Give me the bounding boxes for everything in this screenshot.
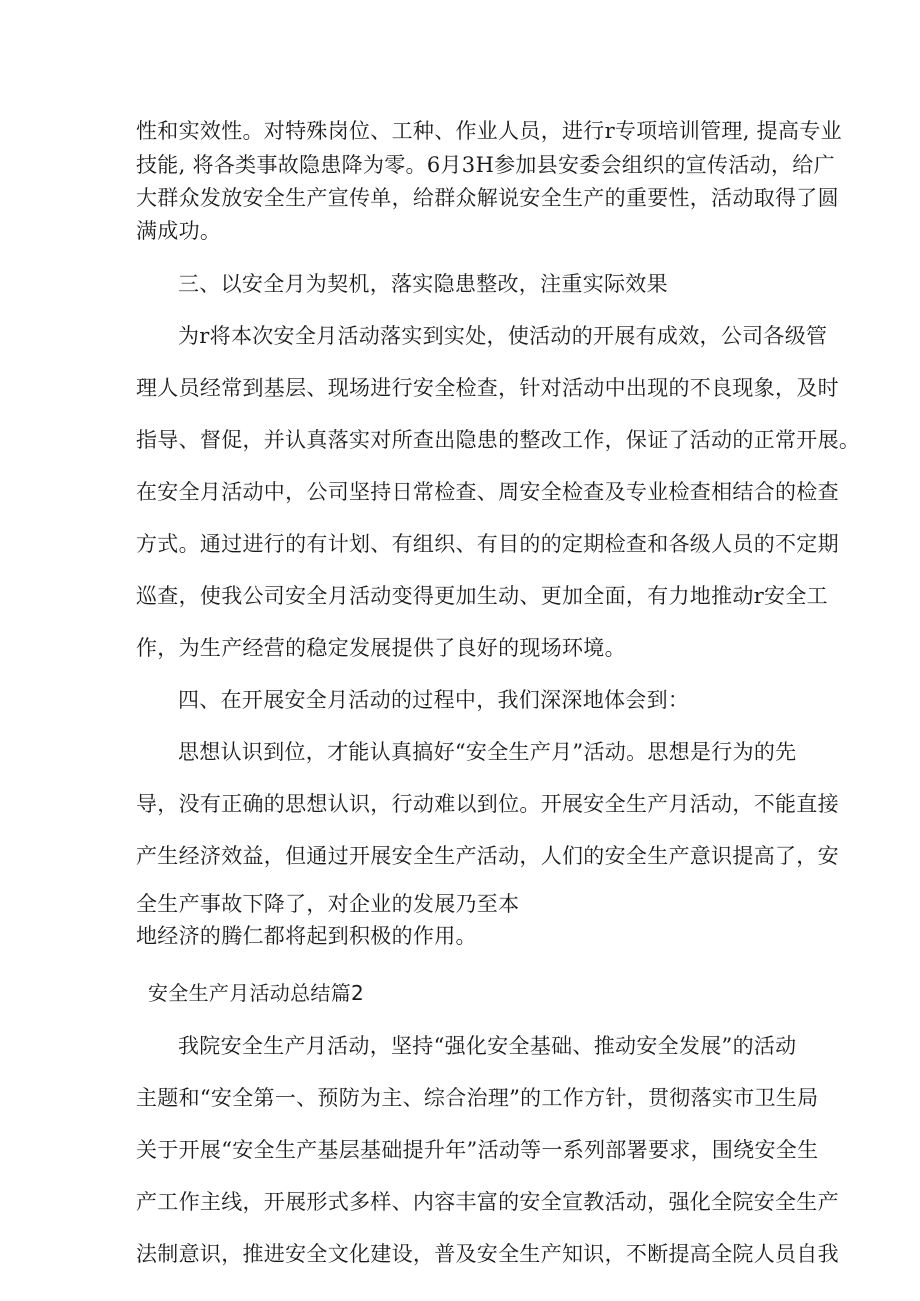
paragraph-line: 地经济的腾仁都将起到积极的作用。: [136, 924, 477, 948]
paragraph-line: 在安全月活动中，公司坚持日常检查、周安全检查及专业检查相结合的检查: [136, 480, 839, 504]
paragraph-line: 技能, 将各类事故隐患降为零。6月3H参加县安委会组织的宣传活动，给广: [136, 153, 835, 177]
paragraph-line: 作，为生产经营的稳定发展提供了良好的现场环境。: [136, 636, 626, 660]
paragraph-line: 全生产事故下降了，对企业的发展乃至本: [136, 892, 520, 916]
paragraph-line: 法制意识，推进安全文化建设，普及安全生产知识，不断提高全院人员自我: [136, 1242, 839, 1266]
paragraph-line: 指导、督促，并认真落实对所查出隐患的整改工作，保证了活动的正常开展。: [136, 428, 861, 452]
paragraph-line: 我院安全生产月活动，坚持“强化安全基础、推动安全发展”的活动: [178, 1034, 797, 1058]
paragraph-line: 为r将本次安全月活动落实到实处，使活动的开展有成效，公司各级管: [178, 324, 828, 348]
paragraph-line: 导，没有正确的思想认识，行动难以到位。开展安全生产月活动，不能直接: [136, 792, 839, 816]
paragraph-line: 产生经济效益，但通过开展安全生产活动，人们的安全生产意识提高了，安: [136, 844, 839, 868]
paragraph-line: 性和实效性。对特殊岗位、工种、作业人员，进行r专项培训管理, 提高专业: [136, 119, 842, 143]
paragraph-line: 关于开展“安全生产基层基础提升年”活动等一系列部署要求，围绕安全生: [136, 1138, 819, 1162]
paragraph-line: 巡查，使我公司安全月活动变得更加生动、更加全面，有力地推动r安全工: [136, 584, 828, 608]
paragraph-line: 主题和“安全第一、预防为主、综合治理”的工作方针，贯彻落实市卫生局: [136, 1086, 819, 1110]
paragraph-line: 理人员经常到基层、现场进行安全检查，针对活动中出现的不良现象，及时: [136, 376, 839, 400]
paragraph-line: 满成功。: [136, 219, 222, 243]
paragraph-line: 产工作主线，开展形式多样、内容丰富的安全宣教活动，强化全院安全生产: [136, 1190, 839, 1214]
section-heading: 四、在开展安全月活动的过程中，我们深深地体会到：: [178, 688, 690, 712]
article-subtitle: 安全生产月活动总结篇2: [148, 981, 365, 1005]
paragraph-line: 方式。通过进行的有计划、有组织、有目的的定期检查和各级人员的不定期: [136, 532, 839, 556]
paragraph-line: 思想认识到位，才能认真搞好“安全生产月”活动。思想是行为的先: [178, 740, 797, 764]
paragraph-line: 大群众发放安全生产宣传单，给群众解说安全生产的重要性，活动取得了圆: [136, 186, 839, 210]
section-heading: 三、以安全月为契机，落实隐患整改，注重实际效果: [178, 272, 668, 296]
